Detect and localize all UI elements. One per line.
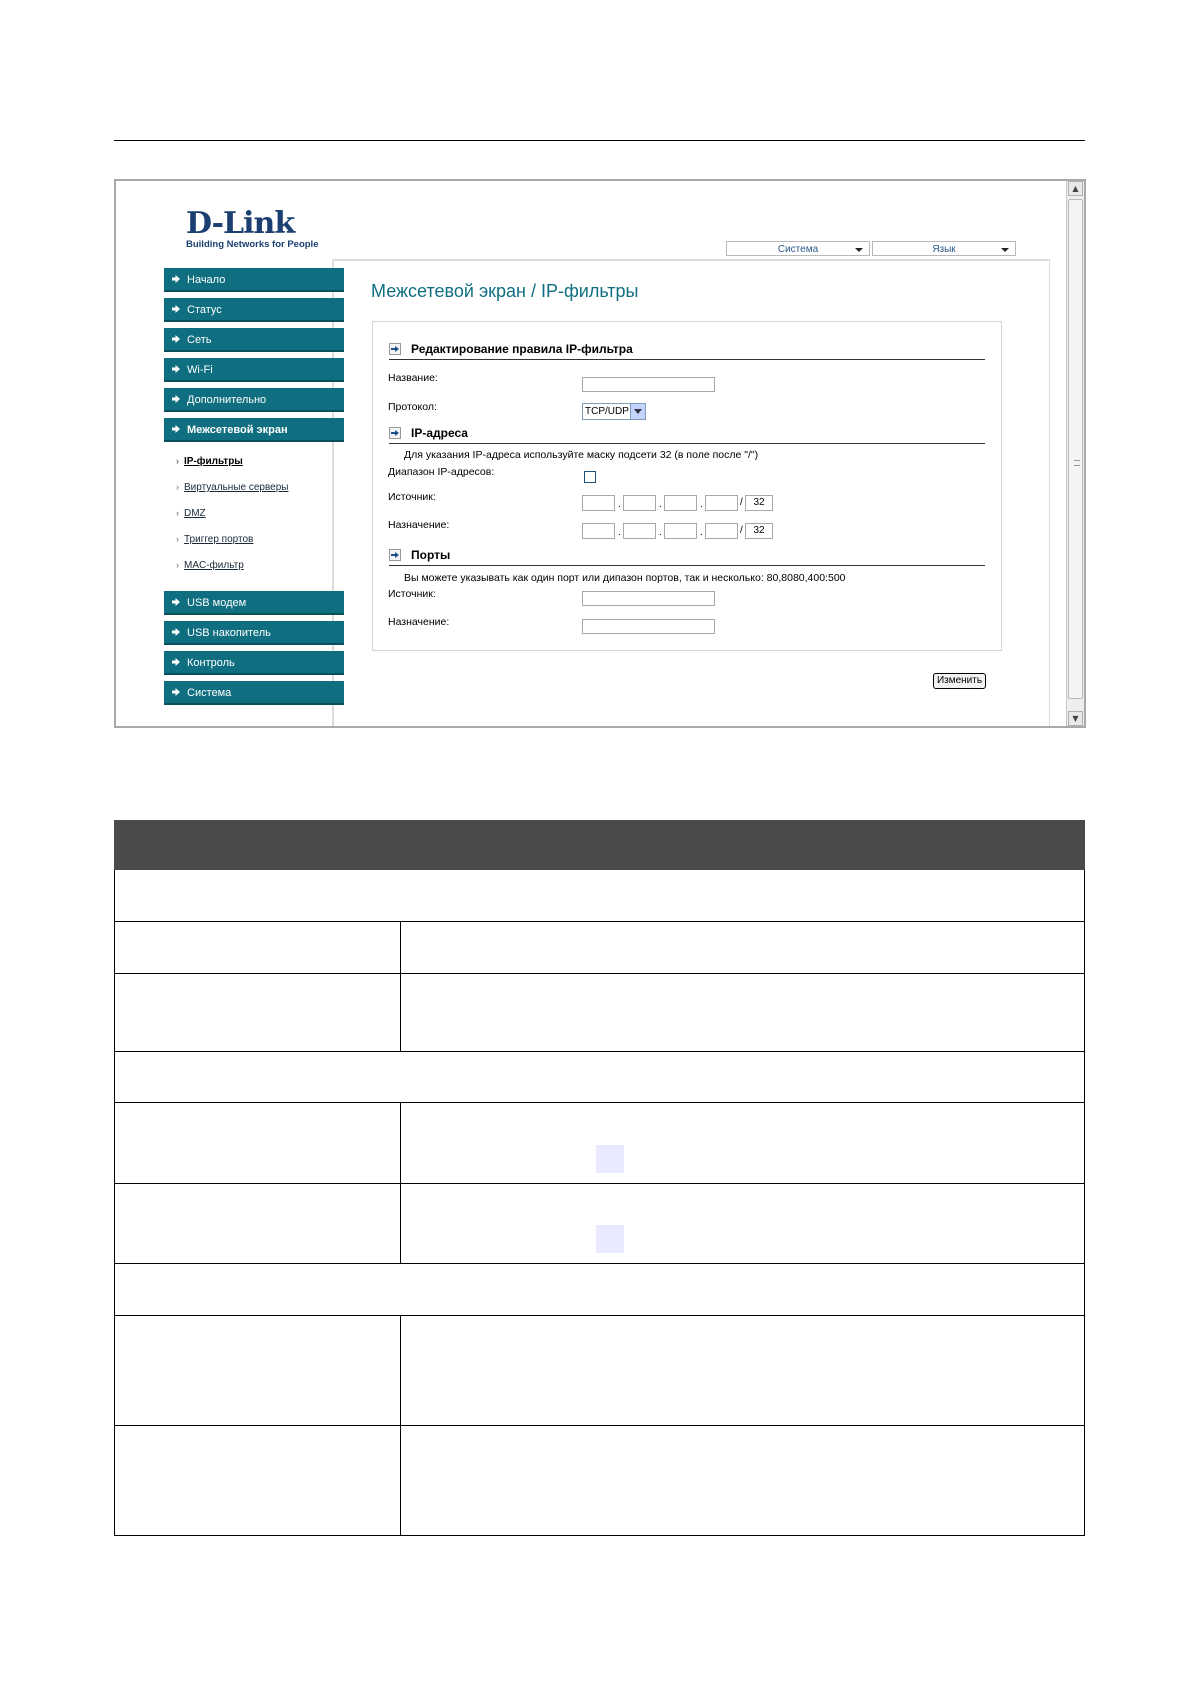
protocol-select-value: TCP/UDP xyxy=(585,406,629,417)
sidebar-item-label: Начало xyxy=(187,274,226,286)
subnav-mac-filter[interactable] xyxy=(176,560,244,571)
port-dest-label: Назначение: xyxy=(388,616,450,628)
sidebar-item-usb-storage[interactable] xyxy=(164,621,344,645)
language-menu-label: Язык xyxy=(932,244,956,255)
sidebar-item-usb-modem[interactable] xyxy=(164,591,344,615)
arrow-right-icon xyxy=(172,425,180,433)
ip-dot: . xyxy=(700,499,703,510)
chevron-down-icon xyxy=(1001,248,1009,252)
table-row xyxy=(114,1426,1085,1536)
subnav-label: Триггер портов xyxy=(184,534,254,545)
ip-dest-mask-input[interactable]: 32 xyxy=(745,523,773,539)
chevron-down-icon xyxy=(630,404,645,419)
arrow-right-icon xyxy=(172,365,180,373)
ip-source-octet-1[interactable] xyxy=(582,495,615,511)
table-row xyxy=(114,1184,1085,1264)
column-divider xyxy=(400,1316,401,1425)
ip-dot: . xyxy=(618,527,621,538)
section-header-ports xyxy=(389,547,985,566)
page-top-rule xyxy=(114,140,1085,141)
change-button[interactable]: Изменить xyxy=(933,673,986,689)
dlink-logo xyxy=(186,206,319,251)
vertical-scrollbar[interactable] xyxy=(1066,181,1084,726)
ip-source-octet-4[interactable] xyxy=(705,495,738,511)
table-header xyxy=(114,820,1085,870)
protocol-select[interactable] xyxy=(582,403,646,420)
ip-dot: . xyxy=(700,527,703,538)
bullet-icon: › xyxy=(176,456,179,466)
sidebar-item-label: USB накопитель xyxy=(187,627,271,639)
subnav-port-trigger[interactable] xyxy=(176,534,254,545)
port-source-input[interactable] xyxy=(582,591,715,606)
grip-icon xyxy=(1074,460,1080,466)
chevron-down-icon xyxy=(855,248,863,252)
bullet-icon: › xyxy=(176,560,179,570)
arrow-right-icon xyxy=(172,628,180,636)
bullet-icon: › xyxy=(176,508,179,518)
section-title: Редактирование правила IP-фильтра xyxy=(411,342,633,356)
mask-slash: / xyxy=(740,497,743,508)
ip-range-checkbox[interactable] xyxy=(584,471,596,483)
ip-source-mask-input[interactable]: 32 xyxy=(745,495,773,511)
bullet-icon: › xyxy=(176,482,179,492)
sidebar-item-label: Межсетевой экран xyxy=(187,424,288,436)
arrow-right-icon xyxy=(172,275,180,283)
scroll-down-button[interactable]: ▼ xyxy=(1068,711,1083,726)
ip-dest-octet-2[interactable] xyxy=(623,523,656,539)
ip-hint-text: Для указания IP-адреса используйте маску подсети 32 (в поле после "/") xyxy=(404,449,759,461)
ip-source-octet-2[interactable] xyxy=(623,495,656,511)
column-divider xyxy=(400,974,401,1051)
language-menu-dropdown[interactable] xyxy=(872,241,1016,256)
highlight-box xyxy=(596,1145,624,1173)
section-title: Порты xyxy=(411,548,451,562)
system-menu-dropdown[interactable] xyxy=(726,241,870,256)
ip-dot: . xyxy=(618,499,621,510)
sidebar-item-label: Сеть xyxy=(187,334,212,346)
subnav-label: MAC-фильтр xyxy=(184,560,244,571)
table-section-row xyxy=(114,870,1085,922)
logo-tagline: Building Networks for People xyxy=(186,239,319,250)
name-label: Название: xyxy=(388,372,438,384)
section-header-ip xyxy=(389,425,985,444)
sidebar-item-network[interactable] xyxy=(164,328,344,352)
protocol-label: Протокол: xyxy=(388,401,437,413)
table-row xyxy=(114,922,1085,974)
column-divider xyxy=(400,1426,401,1535)
ip-dot: . xyxy=(659,499,662,510)
sidebar-item-advanced[interactable] xyxy=(164,388,344,412)
sidebar-item-status[interactable] xyxy=(164,298,344,322)
section-arrow-icon xyxy=(389,427,401,439)
sidebar-item-label: Дополнительно xyxy=(187,394,267,406)
system-menu-label: Система xyxy=(777,244,819,255)
mask-slash: / xyxy=(740,525,743,536)
column-divider xyxy=(400,1103,401,1183)
sidebar-item-label: Wi-Fi xyxy=(187,364,213,376)
bullet-icon: › xyxy=(176,534,179,544)
column-divider xyxy=(400,1184,401,1263)
section-title: IP-адреса xyxy=(411,426,468,440)
subnav-label: Виртуальные серверы xyxy=(184,482,289,493)
arrow-right-icon xyxy=(172,335,180,343)
sidebar-item-system[interactable] xyxy=(164,681,344,705)
arrow-right-icon xyxy=(172,688,180,696)
subnav-dmz[interactable] xyxy=(176,508,206,519)
sidebar-item-label: Система xyxy=(187,687,232,699)
table-section-row xyxy=(114,1264,1085,1316)
sidebar-item-control[interactable] xyxy=(164,651,344,675)
sidebar-item-home[interactable] xyxy=(164,268,344,292)
ip-source-octet-3[interactable] xyxy=(664,495,697,511)
highlight-box xyxy=(596,1225,624,1253)
sidebar-item-firewall[interactable] xyxy=(164,418,344,442)
arrow-right-icon xyxy=(172,305,180,313)
ip-dest-octet-4[interactable] xyxy=(705,523,738,539)
table-section-row xyxy=(114,1052,1085,1103)
ports-hint-text: Вы можете указывать как один порт или дипазон портов, так и несколько: 80,8080,400:500 xyxy=(404,572,846,584)
port-dest-input[interactable] xyxy=(582,619,715,634)
subnav-label: IP-фильтры xyxy=(184,456,243,467)
subnav-virtual-servers[interactable] xyxy=(176,482,289,493)
table-row xyxy=(114,1316,1085,1426)
sidebar-item-wifi[interactable] xyxy=(164,358,344,382)
ip-source-label: Источник: xyxy=(388,491,436,503)
sidebar-item-label: USB модем xyxy=(187,597,247,609)
arrow-right-icon xyxy=(172,658,180,666)
scroll-up-button[interactable]: ▲ xyxy=(1068,181,1083,196)
ip-dot: . xyxy=(659,527,662,538)
table-row xyxy=(114,1103,1085,1184)
arrow-right-icon xyxy=(172,395,180,403)
router-web-ui-screenshot xyxy=(114,179,1086,728)
sidebar-item-label: Контроль xyxy=(187,657,235,669)
ip-dest-octet-3[interactable] xyxy=(664,523,697,539)
ip-dest-label: Назначение: xyxy=(388,519,450,531)
ip-dest-octet-1[interactable] xyxy=(582,523,615,539)
port-source-label: Источник: xyxy=(388,588,436,600)
logo-wordmark: D-Link xyxy=(186,206,295,241)
name-input[interactable] xyxy=(582,377,715,392)
section-header-rule xyxy=(389,341,985,360)
scrollbar-thumb[interactable] xyxy=(1068,199,1083,699)
ip-range-label: Диапазон IP-адресов: xyxy=(388,466,495,478)
section-arrow-icon xyxy=(389,549,401,561)
page-title: Межсетевой экран / IP-фильтры xyxy=(371,281,639,301)
arrow-right-icon xyxy=(172,598,180,606)
section-arrow-icon xyxy=(389,343,401,355)
table-row xyxy=(114,974,1085,1052)
subnav-label: DMZ xyxy=(184,508,206,519)
sidebar-item-label: Статус xyxy=(187,304,222,316)
column-divider xyxy=(400,922,401,973)
subnav-ip-filters[interactable] xyxy=(176,456,243,467)
